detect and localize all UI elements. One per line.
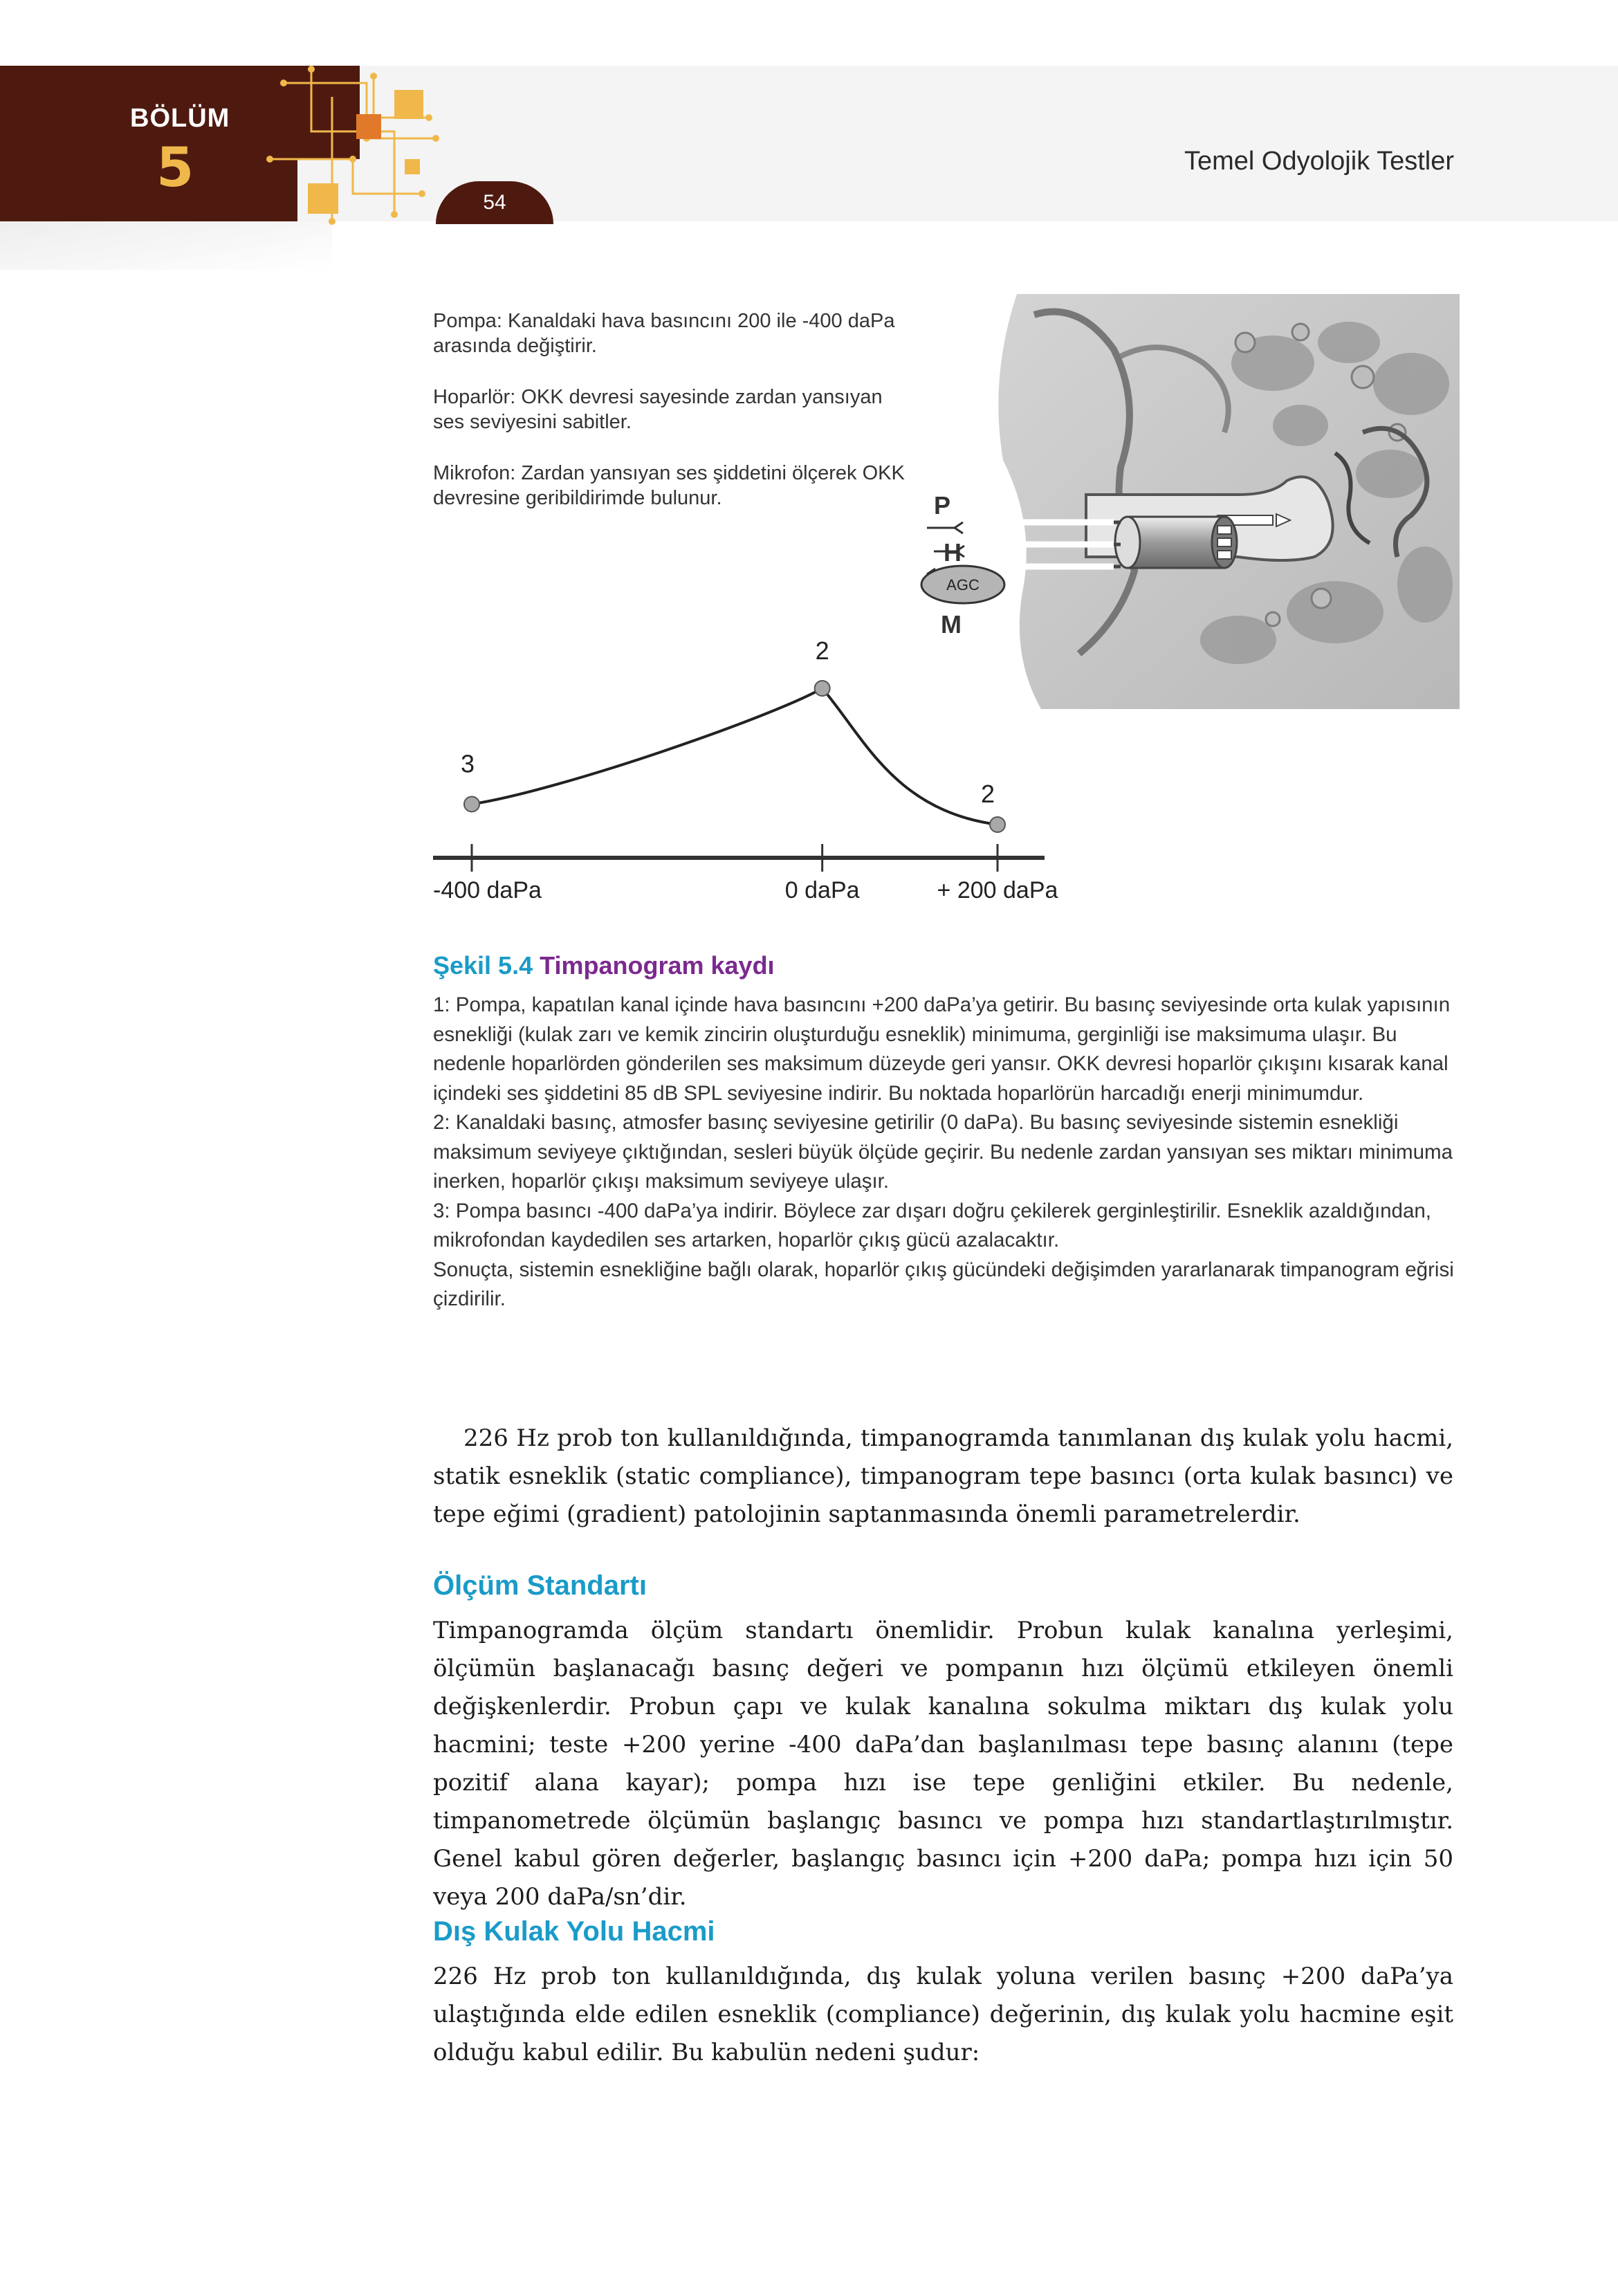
caption-line-3: 3: Pompa basıncı -400 daPa’ya indirir. Böylece zar dışarı doğru çekilerek gerginleştirilir. Esneklik azaldığından, mikrofondan kaydedilen ses artarken, hoparlör çıkış gücü azalacaktır.	[433, 1199, 1431, 1251]
caption-title: Timpanogram kaydı	[540, 951, 775, 980]
x-tick-label: + 200 daPa	[937, 877, 1058, 903]
figure-caption	[433, 951, 775, 980]
note-speaker: Hoparlör: OKK devresi sayesinde zardan yansıyan ses seviyesini sabitler.	[433, 386, 883, 433]
data-point	[815, 681, 830, 696]
caption-line-4: Sonuçta, sistemin esnekliğine bağlı olarak, hoparlör çıkış gücündeki değişimden yararlanarak timpanogram eğrisi çizdirilir.	[433, 1258, 1454, 1310]
x-tick-label: -400 daPa	[433, 877, 542, 903]
label-agc: AGC	[946, 576, 980, 594]
point-label: 2	[815, 636, 829, 665]
caption-line-1: 1: Pompa, kapatılan kanal içinde hava basıncını +200 daPa’ya getirir. Bu basınç seviyesinde orta kulak yapısının esnekliği (kulak zarı ve kemik zincirin oluşturduğu esneklik) minimuma, gerginliği ise maksimuma ulaşır. Bu nedenle hoparlörden gönderilen ses maksimum düzeyde geri yansır. OKK devresi hoparlör çıkışını kısarak kanal içindeki ses şiddetini 85 dB SPL seviyesine indirir. Bu noktada hoparlörün harcadığı enerji minimumdur.	[433, 993, 1451, 1105]
point-label: 2	[980, 780, 995, 808]
circuit-decoration	[256, 55, 463, 235]
label-m: M	[941, 610, 962, 639]
label-h: H	[944, 538, 962, 567]
running-title: Temel Odyolojik Testler	[1184, 147, 1454, 176]
body-paragraph-3: 226 Hz prob ton kullanıldığında, dış kulak yoluna verilen basınç +200 daPa’ya ulaştığında elde edilen esneklik (compliance) değerinin, dış kulak yolu hacmine eşit olduğu kabul edilir. Bu kabulün nedeni şudur:	[433, 1963, 1453, 2066]
caption-line-2: 2: Kanaldaki basınç, atmosfer basınç seviyesine getirilir (0 daPa). Bu basınç seviyesinde sistemin esnekliği maksimum seviyeye çıktığından, sesleri büyük ölçüde geçirir. Bu nedenle zardan yansıyan ses miktarı minimuma inerken, hoparlör çıkışı maksimum seviyeye ulaşır.	[433, 1111, 1453, 1193]
x-tick-label: 0 daPa	[784, 877, 860, 903]
chapter-block	[0, 66, 297, 221]
point-label: 3	[460, 749, 475, 778]
body-paragraph-2: Timpanogramda ölçüm standartı önemlidir. Probun kulak kanalına yerleşimi, ölçümün başlanacağı basınç değeri ve pompanın hızı ölçümü etkileyen önemli değişkenlerdir. Probun çapı ve kulak kanalına sokulma miktarı dış kulak yolu hacmini; teste +200 yerine -400 daPa’dan başlanılması tepe basınç alanını (tepe pozitif alana kayar); pompa hızı ise tepe genliğini etkiler. Bu nedenle, timpanometrede ölçümün başlangıç basıncı ve pompa hızı standartlaştırılmıştır. Genel kabul gören değerler, başlangıç basıncı için +200 daPa; pompa hızı için 50 veya 200 daPa/sn’dir.	[433, 1617, 1453, 1911]
data-point	[464, 796, 479, 811]
note-microphone: Mikrofon: Zardan yansıyan ses şiddetini ölçerek OKK devresine geribildirimde bulunur.	[433, 462, 905, 509]
body-paragraph-1: 226 Hz prob ton kullanıldığında, timpanogramda tanımlanan dış kulak yolu hacmi, statik esneklik (static compliance), timpanogram tepe basıncı (orta kulak basıncı) ve tepe eğimi (gradient) patolojinin saptanmasında önemli parametrelerdir.	[433, 1424, 1453, 1528]
chapter-number: 5	[156, 137, 194, 199]
section-heading-dis-kulak: Dış Kulak Yolu Hacmi	[433, 1916, 715, 1947]
chapter-label: BÖLÜM	[130, 104, 230, 133]
caption-body	[433, 991, 1457, 1314]
tympanogram-chart	[422, 623, 1079, 920]
page-number: 54	[483, 191, 506, 214]
caption-number: Şekil 5.4	[433, 951, 533, 980]
section-heading-olcum: Ölçüm Standartı	[433, 1570, 647, 1601]
tympanogram-curve	[472, 688, 998, 825]
data-point	[990, 817, 1005, 832]
label-p: P	[934, 491, 951, 520]
note-pump: Pompa: Kanaldaki hava basıncını 200 ile -400 daPa arasında değiştirir.	[433, 310, 895, 357]
